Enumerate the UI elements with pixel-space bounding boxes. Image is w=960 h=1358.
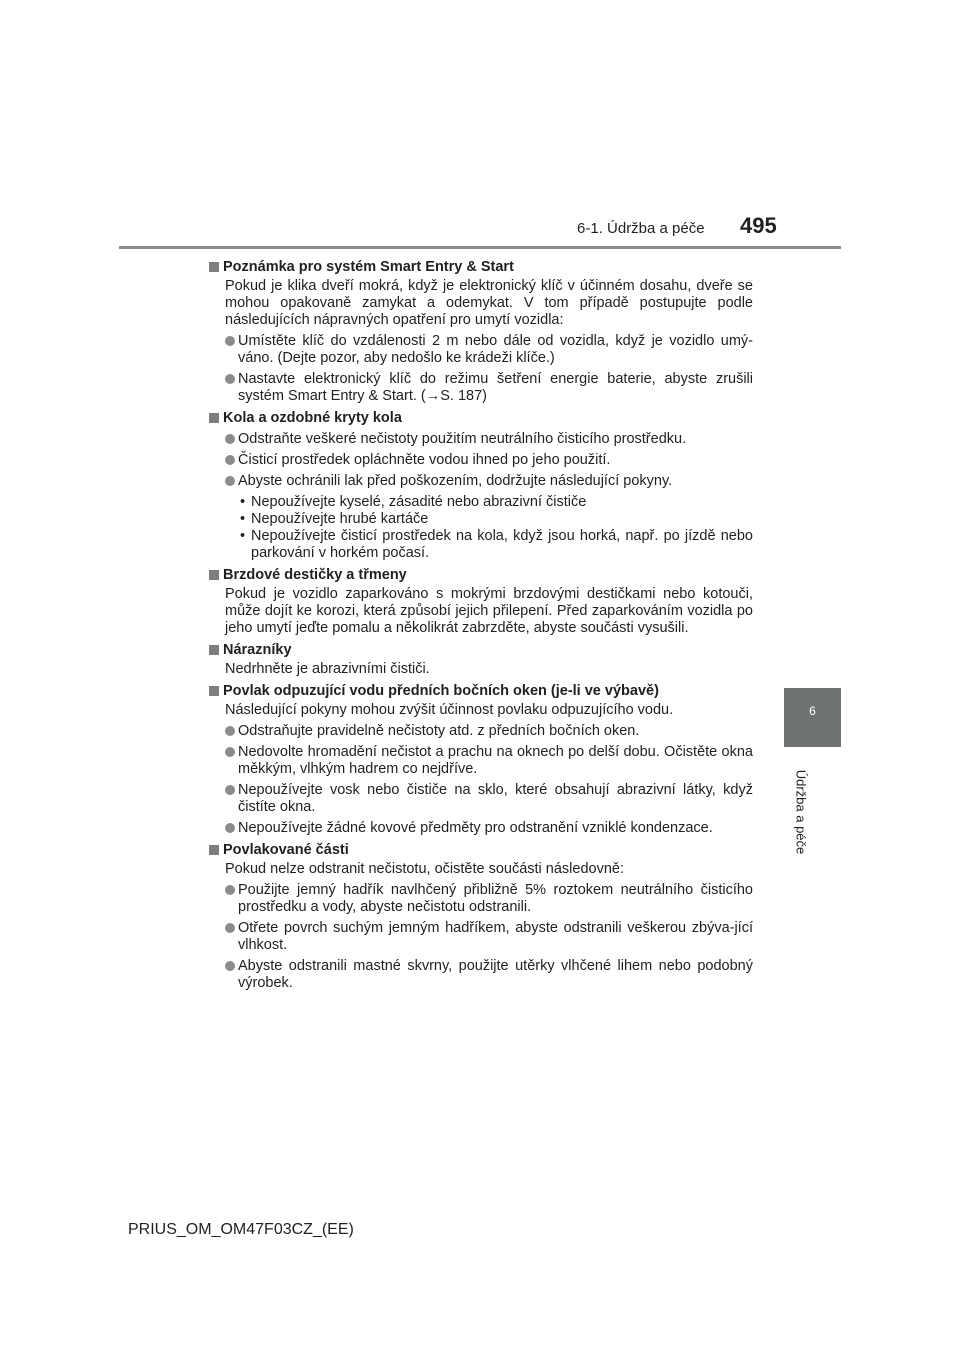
section-heading: Poznámka pro systém Smart Entry & Start — [209, 259, 753, 276]
bullet-item: Abyste ochránili lak před poškozením, dodržujte následující pokyny. — [209, 473, 753, 490]
bullet-item: Nastavte elektronický klíč do režimu šetření energie baterie, abyste zrušili systém Smart Entry & Start. (→S. 187) — [209, 371, 753, 405]
chapter-title-vertical — [786, 762, 816, 872]
bullet-item: Odstraňte veškeré nečistoty použitím neutrálního čisticího prostředku. — [209, 431, 753, 448]
section-paragraph: Pokud nelze odstranit nečistotu, očistěte součásti následovně: — [225, 861, 624, 877]
section-paragraph: Pokud je vozidlo zaparkováno s mokrými brzdovými destičkami nebo kotouči, může dojít ke korozi, která způsobí jejich přilepení. Před zaparkováním vozidla po jeho umytí jeďte pomalu a několikrát zabrzděte, abyste součásti vysušili. — [225, 586, 753, 636]
sub-item: • Nepoužívejte hrubé kartáče — [209, 511, 753, 528]
sub-list — [209, 494, 753, 562]
section-paragraph: Nedrhněte je abrazivními čističi. — [225, 661, 430, 677]
section-heading: Povlak odpuzující vodu předních bočních oken (je-li ve výbavě) — [209, 683, 753, 700]
section-heading: Nárazníky — [209, 642, 753, 659]
bullet-item: Čisticí prostředek opláchněte vodou ihned po jeho použití. — [209, 452, 753, 469]
section-paragraph: Pokud je klika dveří mokrá, když je elektronický klíč v účinném dosahu, dveře se mohou opakovaně zamykat a odemykat. V tom případě postupujte podle následujících nápravných opatření pro umytí vozidla: — [225, 278, 753, 328]
document-code: PRIUS_OM_OM47F03CZ_(EE) — [128, 1221, 354, 1238]
page-number: 495 — [740, 213, 777, 238]
sub-item: • Nepoužívejte čisticí prostředek na kola, když jsou horká, např. po jízdě nebo parkování v horkém počasí. — [209, 528, 753, 562]
section-heading: Povlakované části — [209, 842, 753, 859]
bullet-item: Nedovolte hromadění nečistot a prachu na oknech po delší dobu. Očistěte okna měkkým, vlhkým hadrem co nejdříve. — [209, 744, 753, 778]
bullet-item: Odstraňujte pravidelně nečistoty atd. z předních bočních oken. — [209, 723, 753, 740]
bullet-item: Umístěte klíč do vzdálenosti 2 m nebo dále od vozidla, když je vozidlo umý-váno. (Dejte pozor, aby nedošlo ke krádeži klíče.) — [209, 333, 753, 367]
section-paragraph: Následující pokyny mohou zvýšit účinnost povlaku odpuzujícího vodu. — [225, 702, 674, 718]
bullet-item: Nepoužívejte vosk nebo čističe na sklo, které obsahují abrazivní látky, když čistíte okna. — [209, 782, 753, 816]
section-heading: Brzdové destičky a třmeny — [209, 567, 753, 584]
chapter-title-text: Údržba a péče — [793, 769, 809, 855]
bullet-item: Otřete povrch suchým jemným hadříkem, abyste odstranili veškerou zbýva-jící vlhkost. — [209, 920, 753, 954]
chapter-tab — [784, 688, 841, 747]
bullet-item: Abyste odstranili mastné skvrny, použijte utěrky vlhčené lihem nebo podobný výrobek. — [209, 958, 753, 992]
sub-item: • Nepoužívejte kyselé, zásadité nebo abrazivní čističe — [209, 494, 753, 511]
header-divider — [119, 246, 841, 249]
page-content — [209, 254, 753, 992]
section-heading: Kola a ozdobné kryty kola — [209, 410, 753, 427]
bullet-item: Nepoužívejte žádné kovové předměty pro odstranění vzniklé kondenzace. — [209, 820, 753, 837]
section-header: 6-1. Údržba a péče — [577, 220, 705, 237]
chapter-number: 6 — [809, 704, 816, 718]
bullet-item: Použijte jemný hadřík navlhčený přibližně 5% roztokem neutrálního čisticího prostředku a vody, abyste nečistotu odstranili. — [209, 882, 753, 916]
